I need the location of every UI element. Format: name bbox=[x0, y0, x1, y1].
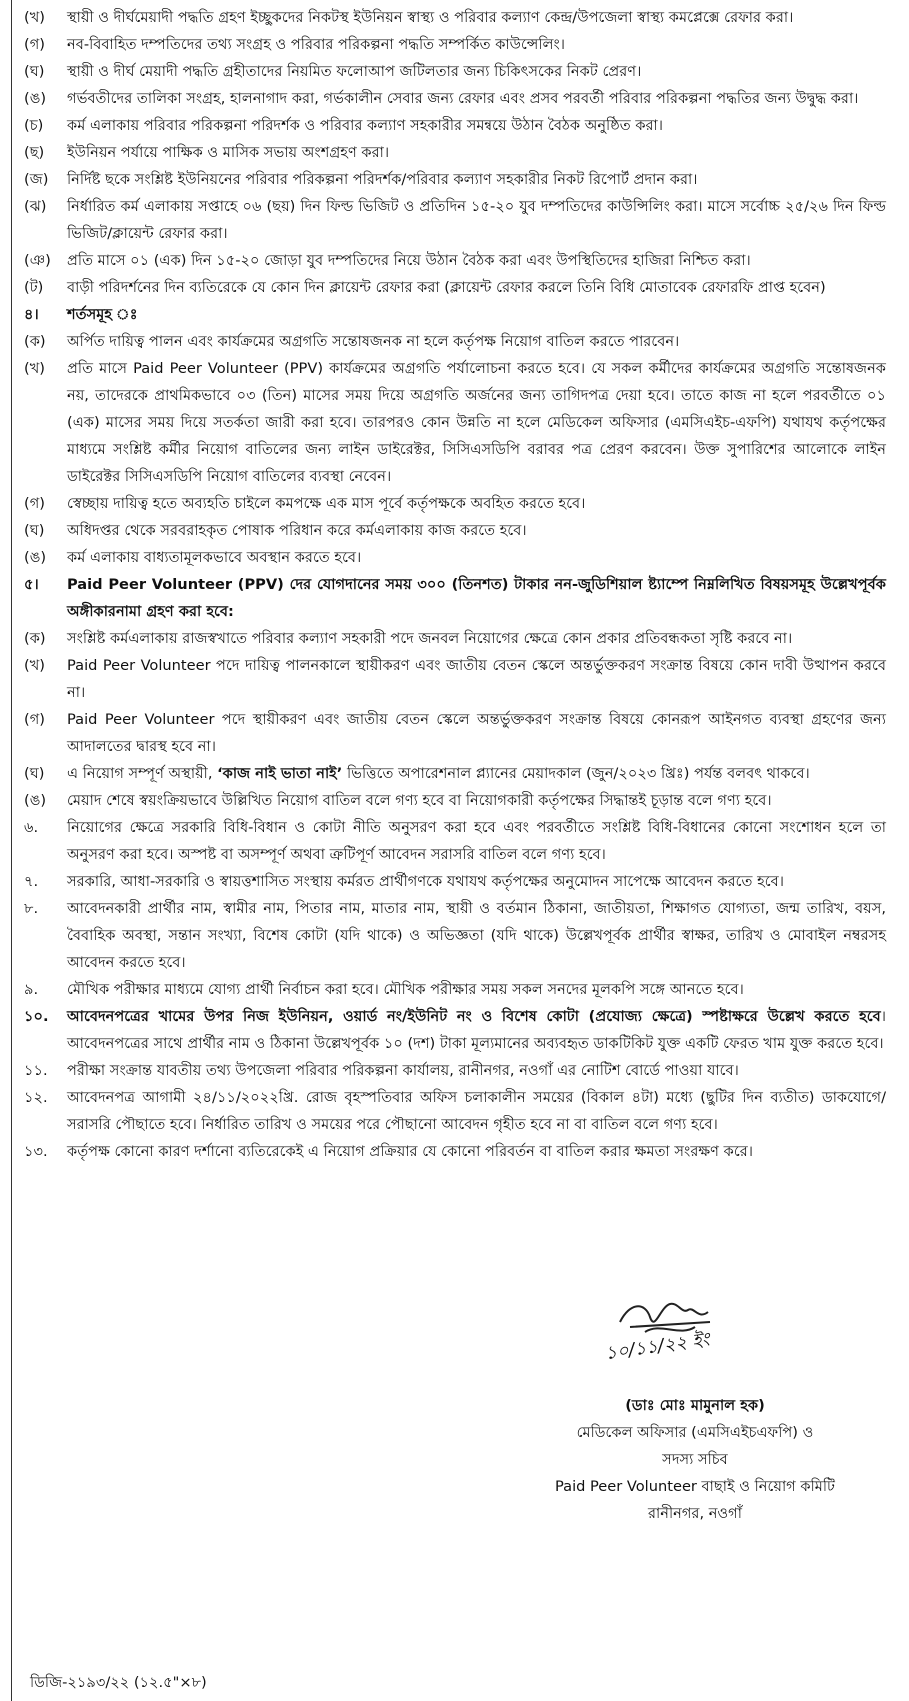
numbered-item bbox=[24, 814, 886, 868]
item-text: স্থায়ী ও দীর্ঘমেয়াদী পদ্ধতি গ্রহণ ইচ্ছুকদের নিকটস্থ ইউনিয়ন স্বাস্থ্য ও পরিবার কল্যাণ কেন্দ্র/উপজেলা স্বাস্থ্য কমপ্লেক্সে রেফার করা। bbox=[67, 9, 794, 26]
section-title: Paid Peer Volunteer (PPV) দের যোগদানের সময় ৩০০ (তিনশত) টাকার নন-জুডিশিয়াল ষ্ট্যাম্পে নিম্নলিখিত বিষয়সমূহ উল্লেখপূর্বক অঙ্গীকারনামা গ্রহণ করা হবে: bbox=[67, 576, 886, 620]
item-text: সংশ্লিষ্ট কর্মএলাকায় রাজস্বখাতে পরিবার কল্যাণ সহকারী পদে জনবল নিয়োগের ক্ষেত্রে কোন প্রকার প্রতিবন্ধকতা সৃষ্টি করবে না। bbox=[67, 630, 793, 647]
item-label: (ঘ) bbox=[24, 522, 45, 539]
item-text: কর্তৃপক্ষ কোনো কারণ দর্শানো ব্যতিরেকেই এ নিয়োগ প্রক্রিয়ার যে কোনো পরিবর্তন বা বাতিল করার ক্ষমতা সংরক্ষণ করে। bbox=[67, 1143, 753, 1160]
signatory-role: সদস্য সচিব bbox=[662, 1451, 728, 1468]
item-label: (ঝ) bbox=[24, 198, 47, 215]
list-item bbox=[24, 544, 886, 571]
item-label: (ঙ) bbox=[24, 792, 47, 809]
list-item bbox=[24, 112, 886, 139]
section-title: শর্তসমূহ ঃ bbox=[67, 306, 138, 323]
item-text: স্বেচ্ছায় দায়িত্ব হতে অব্যহতি চাইলে কমপক্ষে এক মাস পূর্বে কর্তৃপক্ষকে অবহিত করতে হবে। bbox=[67, 495, 586, 512]
item-label: (ঘ) bbox=[24, 765, 45, 782]
item-text: Paid Peer Volunteer পদে দায়িত্ব পালনকালে স্থায়ীকরণ এবং জাতীয় বেতন স্কেলে অন্তর্ভুক্তকরণ সংক্রান্ত বিষয়ে কোন দাবী উত্থাপন করবে না। bbox=[67, 657, 886, 701]
item-text: ইউনিয়ন পর্যায়ে পাক্ষিক ও মাসিক সভায় অংশগ্রহণ করা। bbox=[67, 144, 390, 161]
list-item bbox=[24, 274, 886, 301]
list-item bbox=[24, 760, 886, 787]
left-margin-rule bbox=[11, 0, 12, 1701]
list-item bbox=[24, 247, 886, 274]
numbered-item bbox=[24, 1003, 886, 1057]
list-item bbox=[24, 490, 886, 517]
item-label: (গ) bbox=[24, 495, 45, 512]
item-number: ৮. bbox=[24, 900, 39, 917]
numbered-item bbox=[24, 868, 886, 895]
item-label: (ক) bbox=[24, 630, 46, 647]
section-number: ৫। bbox=[24, 576, 39, 593]
item-text: অর্পিত দায়িত্ব পালন এবং কার্যক্রমের অগ্রগতি সন্তোষজনক না হলে কর্তৃপক্ষ নিয়োগ বাতিল করতে পারবেন। bbox=[67, 333, 680, 350]
list-item bbox=[24, 787, 886, 814]
item-text: আবেদনপত্র আগামী ২৪/১১/২০২২খ্রি. রোজ বৃহস্পতিবার অফিস চলাকালীন সময়ের (বিকাল ৪টা) মধ্যে (ছুটির দিন ব্যতীত) ডাকযোগে/সরাসরি পৌছাতে হবে। নির্ধারিত তারিখ ও সময়ের পরে পৌছানো আবেদন গৃহীত হবে না বা বাতিল বলে গণ্য হবে। bbox=[67, 1089, 886, 1133]
item-text: অধিদপ্তর থেকে সরবরাহকৃত পোষাক পরিধান করে কর্মএলাকায় কাজ করতে হবে। bbox=[67, 522, 527, 539]
item-text: প্রতি মাসে Paid Peer Volunteer (PPV) কার্যক্রমের অগ্রগতি পর্যালোচনা করতে হবে। যে সকল কর্মীদের কার্যক্রমের অগ্রগতি সন্তোষজনক নয়, তাদেরকে প্রাথমিকভাবে ০৩ (তিন) মাসের সময় দিয়ে অগ্রগতি অর্জনের জন্য তাগিদপত্র দেয়া হবে। তাতে কাজ না হলে পরবর্তীতে ০১ (এক) মাসের সময় দিয়ে সতর্কতা জারী করা হবে। তারপরও কোন উন্নতি না হলে মেডিকেল অফিসার (এমসিএইচ-এফপি) যথাযথ কর্তৃপক্ষের মাধ্যমে সংশ্লিষ্ট কর্মীর নিয়োগ বাতিলের জন্য লাইন ডাইরেক্টর, সিসিএসডিপি বরাবর পত্র প্রেরণ করবেন। উক্ত সুপারিশের আলোকে লাইন ডাইরেক্টর সিসিএসডিপি নিয়োগ বাতিলের ব্যবস্থা নেবেন। bbox=[67, 360, 886, 485]
item-text: মৌখিক পরীক্ষার মাধ্যমে যোগ্য প্রার্থী নির্বাচন করা হবে। মৌখিক পরীক্ষার সময় সকল সনদের মূলকপি সঙ্গে আনতে হবে। bbox=[67, 981, 744, 998]
text-run: ভিত্তিতে অপারেশনাল প্ল্যানের মেয়াদকাল (জুন/২০২৩ খ্রিঃ) পর্যন্ত বলবৎ থাকবে। bbox=[342, 765, 810, 782]
item-label: (জ) bbox=[24, 171, 49, 188]
item-text: সরকারি, আধা-সরকারি ও স্বায়ত্তশাসিত সংস্থায় কর্মরত প্রার্থীগণকে যথাযথ কর্তৃপক্ষের অনুমোদন সাপেক্ষে আবেদন করতে হবে। bbox=[67, 873, 785, 890]
emphasis-text: ‘কাজ নাই ভাতা নাই’ bbox=[217, 765, 343, 782]
list-item bbox=[24, 193, 886, 247]
office-location: রানীনগর, নওগাঁ bbox=[648, 1505, 742, 1522]
list-item bbox=[24, 517, 886, 544]
item-number: ৯. bbox=[24, 981, 39, 998]
item-text: প্রতি মাসে ০১ (এক) দিন ১৫-২০ জোড়া যুব দম্পতিদের নিয়ে উঠান বৈঠক করা এবং উপস্থিতিদের হাজিরা নিশ্চিত করা। bbox=[67, 252, 751, 269]
section-number: ৪। bbox=[24, 306, 39, 323]
list-item bbox=[24, 31, 886, 58]
item-label: (ঘ) bbox=[24, 63, 45, 80]
item-text: স্থায়ী ও দীর্ঘ মেয়াদী পদ্ধতি গ্রহীতাদের নিয়মিত ফলোআপ জটিলতার জন্য চিকিৎসকের নিকট প্রেরণ। bbox=[67, 63, 642, 80]
numbered-item bbox=[24, 895, 886, 976]
item-text: Paid Peer Volunteer পদে স্থায়ীকরণ এবং জাতীয় বেতন স্কেলে অন্তর্ভুক্তকরণ সংক্রান্ত বিষয়ে কোনরূপ আইনগত ব্যবস্থা গ্রহণের জন্য আদালতের দ্বারস্থ হবে না। bbox=[67, 711, 886, 755]
item-label: (চ) bbox=[24, 117, 44, 134]
item-text bbox=[67, 1003, 886, 1057]
item-label: (খ) bbox=[24, 9, 45, 26]
handwritten-date: ১০/১১/২২ ইং bbox=[603, 1328, 711, 1365]
item-label: (ছ) bbox=[24, 144, 45, 161]
item-number: ১১. bbox=[24, 1062, 48, 1079]
item-number: ১২. bbox=[24, 1089, 48, 1106]
signatory-name: (ডাঃ মোঃ মামুনাল হক) bbox=[625, 1397, 765, 1414]
item-label: (গ) bbox=[24, 36, 45, 53]
signature-block bbox=[500, 1292, 890, 1672]
item-label: (খ) bbox=[24, 657, 45, 674]
section-heading-undertaking bbox=[24, 571, 886, 625]
item-text: নির্দিষ্ট ছকে সংশ্লিষ্ট ইউনিয়নের পরিবার পরিকল্পনা পরিদর্শক/পরিবার কল্যাণ সহকারীর নিকট রিপোর্ট প্রদান করা। bbox=[67, 171, 698, 188]
list-item bbox=[24, 328, 886, 355]
item-label: (ঙ) bbox=[24, 90, 47, 107]
emphasis-text: আবেদনপত্রের খামের উপর নিজ ইউনিয়ন, ওয়ার্ড নং/ইউনিট নং ও বিশেষ কোটা (প্রযোজ্য ক্ষেত্রে) স্পষ্টাক্ষরে উল্লেখ করতে হবে bbox=[67, 1008, 881, 1025]
item-text: নির্ধারিত কর্ম এলাকায় সপ্তাহে ০৬ (ছয়) দিন ফিল্ড ভিজিট ও প্রতিদিন ১৫-২০ যুব দম্পতিদের কাউন্সিলিং করা। মাসে সর্বোচ্চ ২৫/২৬ দিন ফিল্ড ভিজিট/ক্লায়েন্ট রেফার করা। bbox=[67, 198, 886, 242]
item-text: নব-বিবাহিত দম্পতিদের তথ্য সংগ্রহ ও পরিবার পরিকল্পনা পদ্ধতি সম্পর্কিত কাউন্সেলিং। bbox=[67, 36, 565, 53]
document-body bbox=[24, 4, 886, 1165]
list-item bbox=[24, 706, 886, 760]
item-label: (খ) bbox=[24, 360, 45, 377]
item-text: কর্ম এলাকায় পরিবার পরিকল্পনা পরিদর্শক ও পরিবার কল্যাণ সহকারীর সমন্বয়ে উঠান বৈঠক অনুষ্ঠিত করা। bbox=[67, 117, 664, 134]
text-run: এ নিয়োগ সম্পূর্ণ অস্থায়ী, bbox=[67, 765, 218, 782]
item-text: পরীক্ষা সংক্রান্ত যাবতীয় তথ্য উপজেলা পরিবার পরিকল্পনা কার্যালয়, রানীনগর, নওগাঁ এর নোটিশ বোর্ডে পাওয়া যাবে। bbox=[67, 1062, 739, 1079]
item-number: ৬. bbox=[24, 819, 39, 836]
numbered-list bbox=[24, 814, 886, 1165]
numbered-item bbox=[24, 1057, 886, 1084]
item-label: (ঞ) bbox=[24, 252, 51, 269]
item-text: বাড়ী পরিদর্শনের দিন ব্যতিরেকে যে কোন দিন ক্লায়েন্ট রেফার করা (ক্লায়েন্ট রেফার করলে তিনি বিধি মোতাবেক রেফারফি প্রাপ্ত হবেন) bbox=[67, 279, 826, 296]
section-heading-conditions bbox=[24, 301, 886, 328]
duties-list bbox=[24, 4, 886, 301]
item-text: গর্ভবতীদের তালিকা সংগ্রহ, হালনাগাদ করা, গর্ভকালীন সেবার জন্য রেফার এবং প্রসব পরবর্তী পরিবার পরিকল্পনা পদ্ধতির জন্য উদ্বুদ্ধ করা। bbox=[67, 90, 859, 107]
item-text bbox=[67, 760, 886, 787]
item-number: ১০. bbox=[24, 1008, 49, 1025]
numbered-item bbox=[24, 1138, 886, 1165]
list-item bbox=[24, 355, 886, 490]
numbered-item bbox=[24, 1084, 886, 1138]
text-run: । আবেদনপত্রের সাথে প্রার্থীর নাম ও ঠিকানা উল্লেখপূর্বক ১০ (দশ) টাকা মূল্যমানের অব্যবহৃত ডাকটিকিট যুক্ত একটি ফেরত খাম যুক্ত করতে হবে। bbox=[67, 1008, 886, 1052]
list-item bbox=[24, 625, 886, 652]
print-code: ডিজি-২১৯৩/২২ (১২.৫"×৮) bbox=[30, 1674, 207, 1691]
item-label: (ঙ) bbox=[24, 549, 47, 566]
list-item bbox=[24, 4, 886, 31]
item-number: ৭. bbox=[24, 873, 39, 890]
item-label: (গ) bbox=[24, 711, 45, 728]
conditions-list bbox=[24, 328, 886, 571]
item-text: মেয়াদ শেষে স্বয়ংক্রিয়ভাবে উল্লিখিত নিয়োগ বাতিল বলে গণ্য হবে বা নিয়োগকারী কর্তৃপক্ষের সিদ্ধান্তই চূড়ান্ত বলে গণ্য হবে। bbox=[67, 792, 772, 809]
signatory-designation: মেডিকেল অফিসার (এমসিএইচএফপি) ও bbox=[576, 1424, 814, 1441]
item-text: আবেদনকারী প্রার্থীর নাম, স্বামীর নাম, পিতার নাম, মাতার নাম, স্থায়ী ও বর্তমান ঠিকানা, জাতীয়তা, শিক্ষাগত যোগ্যতা, জন্ম তারিখ, বয়স, বৈবাহিক অবস্থা, সন্তান সংখ্যা, বিশেষ কোটা (যদি থাকে) ও অভিজ্ঞতা (যদি থাকে) উল্লেখপূর্বক প্রার্থীর স্বাক্ষর, তারিখ ও মোবাইল নম্বরসহ আবেদন করতে হবে। bbox=[67, 900, 886, 971]
list-item bbox=[24, 139, 886, 166]
item-label: (ক) bbox=[24, 333, 46, 350]
item-label: (ট) bbox=[24, 279, 44, 296]
numbered-item bbox=[24, 976, 886, 1003]
item-text: নিয়োগের ক্ষেত্রে সরকারি বিধি-বিধান ও কোটা নীতি অনুসরণ করা হবে এবং পরবর্তীতে সংশ্লিষ্ট বিধি-বিধানের কোনো সংশোধন হলে তা অনুসরণ করা হবে। অস্পষ্ট বা অসম্পূর্ণ অথবা ত্রুটিপূর্ণ আবেদন সরাসরি বাতিল বলে গণ্য হবে। bbox=[67, 819, 886, 863]
list-item bbox=[24, 166, 886, 193]
item-number: ১৩. bbox=[24, 1143, 48, 1160]
list-item bbox=[24, 652, 886, 706]
undertaking-list bbox=[24, 625, 886, 814]
list-item bbox=[24, 85, 886, 112]
list-item bbox=[24, 58, 886, 85]
committee-name: Paid Peer Volunteer বাছাই ও নিয়োগ কমিটি bbox=[554, 1478, 835, 1495]
item-text: কর্ম এলাকায় বাধ্যতামূলকভাবে অবস্থান করতে হবে। bbox=[67, 549, 362, 566]
